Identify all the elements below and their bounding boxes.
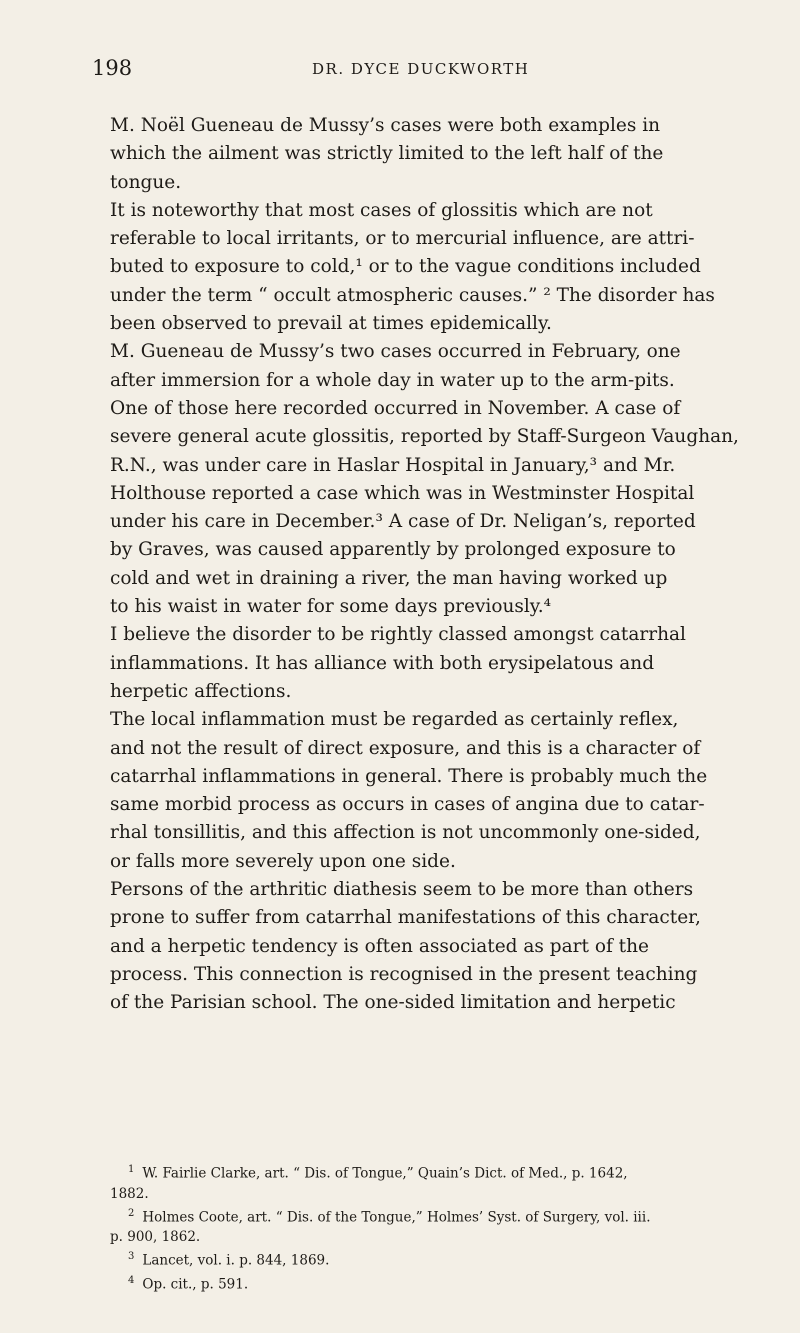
body-text xyxy=(110,112,790,1018)
footnotes xyxy=(110,1160,790,1294)
text-line: and a herpetic tendency is often associated as part of the xyxy=(110,935,649,957)
text-line: herpetic affections. xyxy=(110,680,292,702)
footnote-text: Op. cit., p. 591. xyxy=(142,1276,249,1292)
page-number: 198 xyxy=(92,56,133,80)
text-line: R.N., was under care in Haslar Hospital in January,³ and Mr. xyxy=(110,454,676,476)
paragraph xyxy=(110,112,790,197)
paragraph xyxy=(110,876,790,1017)
text-line: which the ailment was strictly limited to the left half of the xyxy=(110,143,664,165)
text-line: after immersion for a whole day in water up to the arm-pits. xyxy=(110,369,675,391)
footnote-line: p. 900, 1862. xyxy=(110,1229,201,1245)
text-line: to his waist in water for some days previously.⁴ xyxy=(110,596,552,618)
text-line: prone to suffer from catarrhal manifestations of this character, xyxy=(110,907,701,929)
paragraph xyxy=(110,338,790,621)
footnote xyxy=(110,1160,790,1204)
footnote-marker: 2 xyxy=(128,1207,135,1219)
text-line: and not the result of direct exposure, and this is a character of xyxy=(110,737,701,759)
footnote-line xyxy=(110,1204,790,1228)
text-line: under his care in December.³ A case of Dr. Neligan’s, reported xyxy=(110,511,696,533)
footnote-text: W. Fairlie Clarke, art. “ Dis. of Tongue,” Quain’s Dict. of Med., p. 1642, xyxy=(142,1165,628,1182)
text-line: It is noteworthy that most cases of glossitis which are not xyxy=(110,199,653,221)
text-line: under the term “ occult atmospheric causes.” ² The disorder has xyxy=(110,284,715,306)
text-line: I believe the disorder to be rightly classed amongst catarrhal xyxy=(110,624,686,646)
text-line: The local inflammation must be regarded as certainly reflex, xyxy=(110,709,679,731)
footnote-line xyxy=(110,1247,790,1271)
footnote-marker: 3 xyxy=(128,1251,135,1262)
footnote-marker: 1 xyxy=(128,1164,135,1175)
paragraph xyxy=(110,706,790,876)
footnote xyxy=(110,1271,790,1295)
footnote-text: Holmes Coote, art. “ Dis. of the Tongue,” Holmes’ Syst. of Surgery, vol. iii. xyxy=(142,1209,651,1225)
text-line: Persons of the arthritic diathesis seem to be more than others xyxy=(110,879,694,901)
text-line: M. Noël Gueneau de Mussy’s cases were both examples in xyxy=(110,115,661,136)
text-line: by Graves, was caused apparently by prolonged exposure to xyxy=(110,539,676,561)
footnote xyxy=(110,1247,790,1271)
footnote xyxy=(110,1204,790,1248)
text-line: Holthouse reported a case which was in Westminster Hospital xyxy=(110,482,695,504)
text-line: One of those here recorded occurred in November. A case of xyxy=(110,397,681,419)
text-line: tongue. xyxy=(110,171,182,193)
text-line: or falls more severely upon one side. xyxy=(110,850,456,872)
text-line: severe general acute glossitis, reported by Staff-Surgeon Vaughan, xyxy=(110,426,739,448)
text-line: rhal tonsillitis, and this affection is not uncommonly one-sided, xyxy=(110,822,701,844)
paragraph xyxy=(110,197,790,338)
page-header xyxy=(92,56,760,86)
footnote-line xyxy=(110,1271,790,1295)
text-line: catarrhal inflammations in general. There is probably much the xyxy=(110,765,708,787)
text-line: M. Gueneau de Mussy’s two cases occurred in February, one xyxy=(110,341,681,363)
text-line: buted to exposure to cold,¹ or to the vague conditions included xyxy=(110,256,701,278)
text-line: same morbid process as occurs in cases of angina due to catar- xyxy=(110,794,705,816)
text-line: cold and wet in draining a river, the man having worked up xyxy=(110,567,668,589)
text-line: process. This connection is recognised in the present teaching xyxy=(110,963,698,985)
text-line: inflammations. It has alliance with both erysipelatous and xyxy=(110,652,655,674)
text-line: referable to local irritants, or to mercurial influence, are attri- xyxy=(110,228,695,250)
footnote-marker: 4 xyxy=(128,1274,135,1286)
text-line: been observed to prevail at times epidemically. xyxy=(110,313,552,335)
footnote-line: 1882. xyxy=(110,1185,149,1202)
footnote-line xyxy=(110,1160,790,1184)
text-line: of the Parisian school. The one-sided limitation and herpetic xyxy=(110,992,676,1014)
footnote-text: Lancet, vol. i. p. 844, 1869. xyxy=(142,1252,330,1269)
paragraph xyxy=(110,621,790,706)
running-head: DR. DYCE DUCKWORTH xyxy=(312,60,530,78)
